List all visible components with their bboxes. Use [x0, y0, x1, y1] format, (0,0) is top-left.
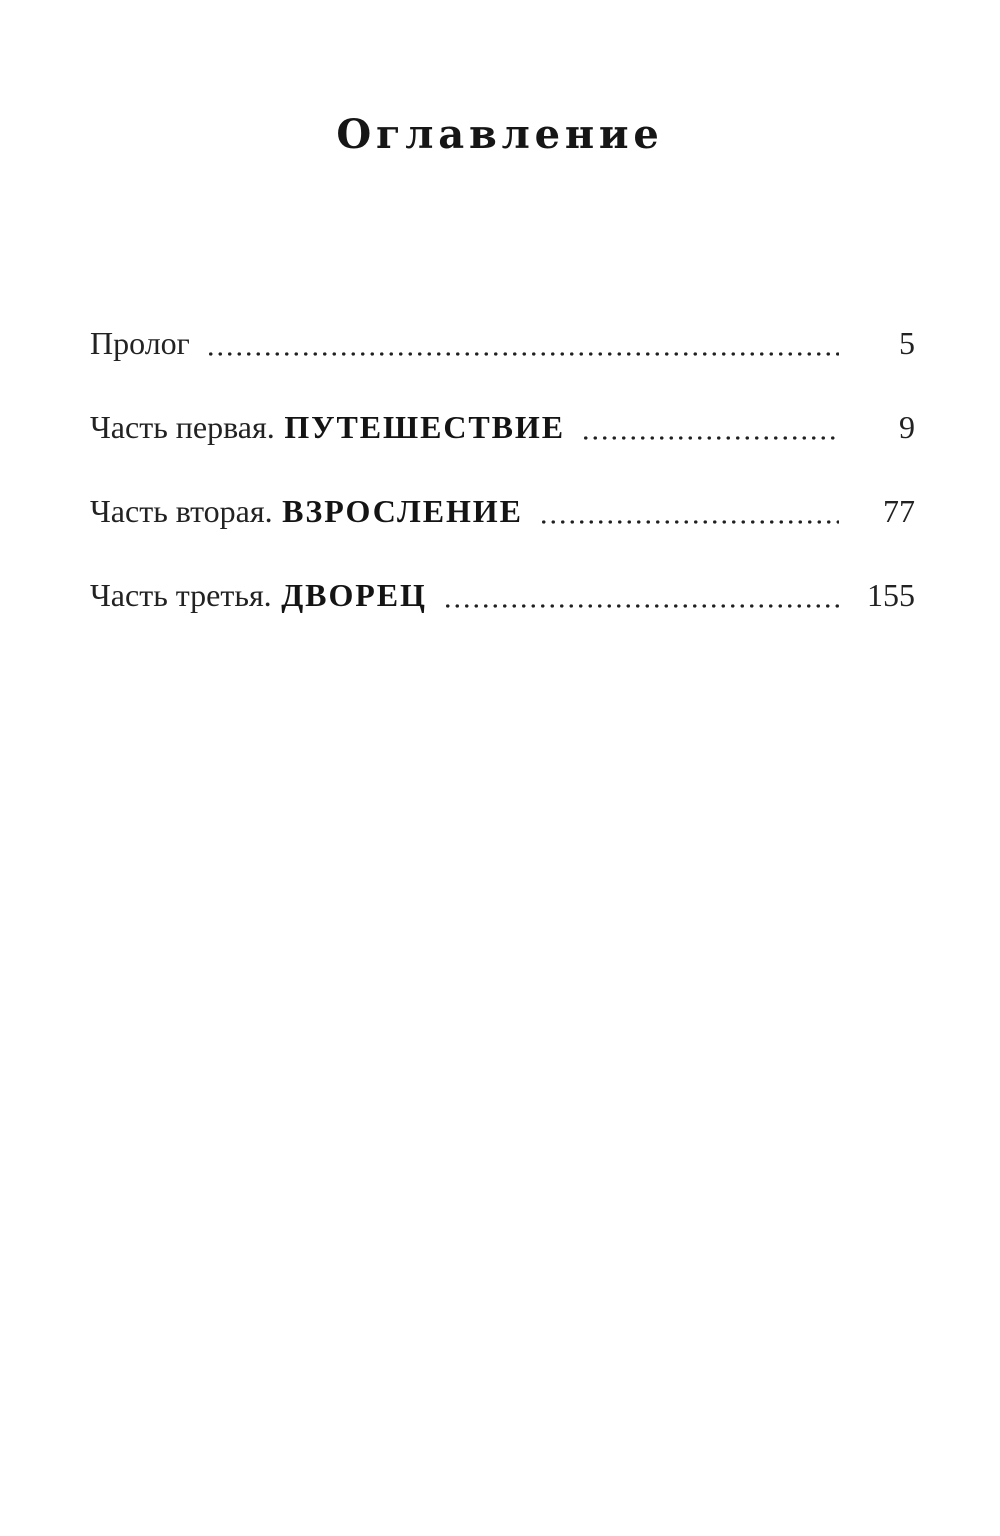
toc-entry-prefix: Пролог: [90, 325, 190, 361]
toc-entry-prefix: Часть первая.: [90, 409, 275, 445]
toc-entry-label: [90, 490, 523, 532]
toc-entry-page-number: 5: [899, 325, 915, 361]
toc-entry-section: ДВОРЕЦ: [281, 577, 427, 613]
toc-entry: [90, 322, 915, 364]
dot-leader: [204, 322, 839, 364]
toc-entry: [90, 574, 915, 616]
toc-list: [0, 322, 1000, 616]
dot-leader: [441, 574, 839, 616]
dot-leader: [579, 406, 839, 448]
toc-entry-section: ВЗРОСЛЕНИЕ: [282, 493, 523, 529]
toc-entry: [90, 490, 915, 532]
toc-entry: [90, 406, 915, 448]
toc-entry-label: [90, 322, 190, 364]
toc-entry-page-number: 155: [867, 577, 915, 613]
dot-leader: [537, 490, 839, 532]
toc-entry-label: [90, 574, 427, 616]
toc-entry-prefix: Часть третья.: [90, 577, 272, 613]
toc-entry-page-number: 77: [883, 493, 915, 529]
toc-entry-label: [90, 406, 565, 448]
toc-entry-section: ПУТЕШЕСТВИЕ: [284, 409, 566, 445]
toc-entry-page-number: 9: [899, 409, 915, 445]
page-title: Оглавление: [336, 111, 664, 158]
toc-entry-prefix: Часть вторая.: [90, 493, 273, 529]
